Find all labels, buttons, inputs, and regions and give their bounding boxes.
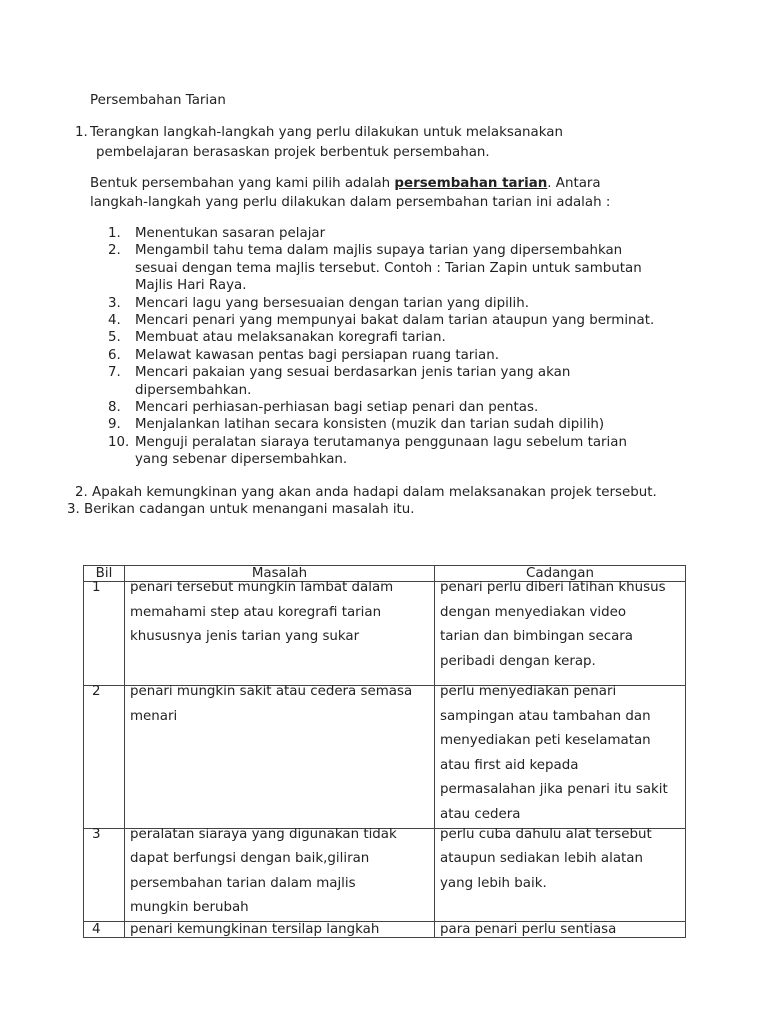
list-item	[108, 295, 708, 312]
intro-highlight: persembahan tarian	[394, 176, 548, 191]
cell-cadangan	[435, 582, 686, 686]
table-row	[84, 828, 686, 921]
step-number: 2.	[108, 243, 121, 259]
cell-masalah	[125, 582, 435, 686]
cell-cadangan-text: penari perlu diberi latihan khusus dengan menyediakan video tarian dan bimbingan secara peribadi dengan kerap.	[440, 580, 666, 669]
cell-cadangan	[435, 686, 686, 829]
step-number: 10.	[108, 434, 130, 450]
cell-cadangan	[435, 921, 686, 937]
step-text: Mencari lagu yang bersesuaian dengan tarian yang dipilih.	[135, 295, 529, 311]
list-item	[108, 242, 708, 294]
cell-cadangan-text: perlu menyediakan penari sampingan atau tambahan dan menyediakan peti keselamatan atau first aid kepada permasalahan jika penari itu sakit atau cedera	[440, 684, 668, 822]
step-number: 5.	[108, 330, 121, 346]
list-item	[108, 225, 708, 242]
step-text: Melawat kawasan pentas bagi persiapan ruang tarian.	[135, 347, 499, 363]
cell-bil	[84, 828, 125, 921]
list-item	[108, 329, 708, 346]
cell-bil-text: 1	[92, 580, 101, 595]
step-text: Mencari penari yang mempunyai bakat dalam tarian ataupun yang berminat.	[135, 313, 655, 329]
list-item	[108, 312, 708, 329]
step-text: Mencari pakaian yang sesuai berdasarkan jenis tarian yang akan dipersembahkan.	[135, 365, 571, 398]
list-item	[108, 399, 708, 416]
cell-bil	[84, 582, 125, 686]
cell-cadangan-text: para penari perlu sentiasa	[440, 921, 617, 937]
problems-table	[83, 565, 686, 938]
intro-text-pre: Bentuk persembahan yang kami pilih adalah	[90, 176, 395, 191]
table-row	[84, 582, 686, 686]
list-item	[108, 364, 708, 399]
list-item	[108, 347, 708, 364]
question-1-line-2: pembelajaran berasaskan projek berbentuk persembahan.	[96, 145, 490, 160]
step-text: Membuat atau melaksanakan koregrafi tarian.	[135, 330, 446, 346]
intro-text-post: . Antara	[547, 176, 601, 191]
step-text: Menentukan sasaran pelajar	[135, 226, 326, 241]
cell-cadangan-text: perlu cuba dahulu alat tersebut ataupun sediakan lebih alatan yang lebih baik.	[440, 826, 652, 891]
cell-bil-text: 4	[92, 921, 101, 937]
step-number: 4.	[108, 313, 121, 329]
table-row	[84, 686, 686, 829]
step-number: 7.	[108, 365, 121, 381]
header-cadangan: Cadangan	[435, 566, 686, 582]
table-row	[84, 921, 686, 937]
list-item	[108, 416, 708, 433]
cell-masalah-text: peralatan siaraya yang digunakan tidak dapat berfungsi dengan baik,giliran persembahan tarian dalam majlis mungkin berubah	[130, 826, 397, 916]
header-masalah: Masalah	[125, 566, 435, 582]
step-number: 9.	[108, 417, 121, 433]
cell-masalah-text: penari mungkin sakit atau cedera semasa menari	[130, 684, 413, 724]
question-2: 2. Apakah kemungkinan yang akan anda hadapi dalam melaksanakan projek tersebut.	[75, 485, 657, 500]
cell-masalah	[125, 686, 435, 829]
cell-masalah-text: penari kemungkinan tersilap langkah	[130, 921, 380, 937]
steps-list	[108, 225, 708, 469]
cell-cadangan	[435, 828, 686, 921]
question-1-line-1: Terangkan langkah-langkah yang perlu dilakukan untuk melaksanakan	[90, 125, 563, 140]
step-text: Menguji peralatan siaraya terutamanya penggunaan lagu sebelum tarian yang sebenar dipersembahkan.	[135, 434, 627, 468]
step-number: 3.	[108, 295, 121, 311]
cell-masalah	[125, 828, 435, 921]
step-text: Menjalankan latihan secara konsisten (muzik dan tarian sudah dipilih)	[135, 417, 605, 433]
intro-paragraph-line-1	[90, 175, 601, 193]
cell-masalah-text: penari tersebut mungkin lambat dalam memahami step atau koregrafi tarian khususnya jenis tarian yang sukar	[130, 580, 394, 645]
step-text: Mengambil tahu tema dalam majlis supaya tarian yang dipersembahkan sesuai dengan tema majlis tersebut. Contoh : Tarian Zapin untuk sambutan Majlis Hari Raya.	[135, 243, 642, 294]
intro-paragraph-line-2: langkah-langkah yang perlu dilakukan dalam persembahan tarian ini adalah :	[90, 195, 611, 210]
cell-masalah	[125, 921, 435, 937]
cell-bil-text: 2	[92, 684, 101, 699]
list-item	[108, 434, 708, 469]
question-3: 3. Berikan cadangan untuk menangani masalah itu.	[67, 502, 415, 517]
header-bil: Bil	[84, 566, 125, 582]
step-text: Mencari perhiasan-perhiasan bagi setiap penari dan pentas.	[135, 400, 539, 416]
question-1-number: 1.	[75, 125, 88, 140]
step-number: 6.	[108, 347, 121, 363]
cell-bil	[84, 921, 125, 937]
step-number: 1.	[108, 226, 121, 241]
step-number: 8.	[108, 400, 121, 416]
cell-bil-text: 3	[92, 826, 101, 842]
document-title: Persembahan Tarian	[90, 93, 226, 108]
cell-bil	[84, 686, 125, 829]
